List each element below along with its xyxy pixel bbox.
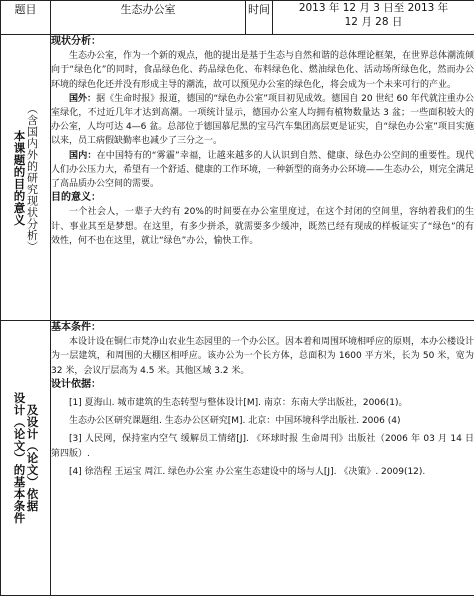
topic-value: 生态办公室 bbox=[51, 1, 246, 35]
foreign-text: 据《生命时报》报道，德国的“绿色办公室”项目初见成效。德国自 20 世纪 60 年代就注重办公室绿化，不过近几年才达到高潮。一项统计显示，德国办公室人均拥有植物数量达 3 盆；一些面积较大的办公室，人均可达 4—6 盆。总部位于德国慕尼黑的宝马汽车集团高层更是证实，自“绿色办公室”项目实施以来，员工病假缺勤率也减少了三分之一。 bbox=[51, 93, 474, 147]
section-purpose-label bbox=[1, 35, 51, 321]
section-purpose-label-main: 本课题的目的意义 bbox=[12, 129, 27, 226]
basic-heading: 基本条件： bbox=[51, 322, 101, 333]
status-heading: 现状分析： bbox=[51, 36, 101, 47]
section-basis-label bbox=[1, 321, 51, 596]
domestic-label: 国内： bbox=[69, 150, 97, 161]
header-row bbox=[1, 1, 474, 35]
time-value-line1: 2013 年 12 月 3 日至 2013 年 bbox=[298, 2, 449, 14]
basis-heading: 设计依据： bbox=[51, 378, 101, 390]
section-basis-row bbox=[1, 321, 474, 596]
purpose-heading: 目的意义： bbox=[51, 192, 101, 204]
foreign-label: 国外： bbox=[69, 93, 97, 104]
time-value bbox=[273, 1, 474, 35]
purpose-paragraph: 一个社会人，一辈子大约有 20%的时间要在办公室里度过，在这个封闭的空间里，容纳着我们的生计、事业其至是梦想。在这里，有多少拼杀，就需要多少缓冲，既然已经有现成的样板证实了“绿色”的有效性，何不也在这里，就让“绿色”办公，愉快工作。 bbox=[51, 207, 474, 246]
basic-paragraph: 本设计设在铜仁市梵净山农业生态园里的一个办公区。因本着和周围环境相呼应的原则，本办公楼设计为一层建筑，和周围的大棚区相呼应。该办公为一个长方体，总面积为 1600 平方米，长为 50 米，宽为 32 米，会议厅层高为 4.5 米。其他区域 3.2 米。 bbox=[51, 337, 474, 376]
reference-item: 生态办公区研究课题组. 生态办公区研究[M]. 北京：中国环境科学出版社. 2006 (4) bbox=[69, 416, 401, 427]
status-paragraph: 生态办公室，作为一个新的观点，他的提出是基于生态与自然和谐的总体理论框架，在世界总体潮流倾向于“绿色化”的同时，食品绿色化、药品绿色化、布料绿色化、燃油绿色化、活动场所绿色化，然而办公环境的绿色化还并没有形成主导的潮流，故可以预见办公室的绿色化，将会成为一个未来可行的产业。 bbox=[51, 51, 474, 90]
section-purpose-label-sub: （含国内外的研究现状分析） bbox=[25, 102, 39, 253]
topic-label: 题目 bbox=[1, 1, 51, 35]
domestic-paragraph bbox=[51, 149, 474, 192]
section-basis-label-sub: 及设计（论文）依据 bbox=[25, 404, 40, 512]
foreign-paragraph bbox=[51, 92, 474, 149]
section-purpose-row bbox=[1, 35, 474, 321]
section-basis-label-main: 设计（论文）的基本条件 bbox=[12, 392, 27, 524]
reference-item: [1] 夏海山. 城市建筑的生态转型与整体设计[M]. 南京：东南大学出版社，2006(1)。 bbox=[69, 398, 408, 409]
time-value-line2: 12 月 28 日 bbox=[344, 16, 403, 28]
domestic-text: 在中国特有的“雾霾”幸福，让越来越多的人认识到自然、健康、绿色办公空间的重要性。现代人们办公压力大，希望有一个舒适、健康的工作环境，一种新型的商务办公环境——生态办公，则完全满足了高品质办公空间的需要。 bbox=[51, 150, 474, 190]
section-basis-content bbox=[51, 321, 474, 596]
section-purpose-content bbox=[51, 35, 474, 321]
reference-item: [3] 人民网，保持室内空气 缓解员工情绪[J]. 《环球时报 生命周刊》出版社（2006 年 03 月 14 日 第四版）. bbox=[51, 434, 474, 459]
reference-item: [4] 徐浩程 王运宝 周江. 绿色办公室 办公室生态建设中的场与人[J]. 《决策》. 2009(12). bbox=[69, 466, 426, 477]
time-label: 时间 bbox=[246, 1, 273, 35]
